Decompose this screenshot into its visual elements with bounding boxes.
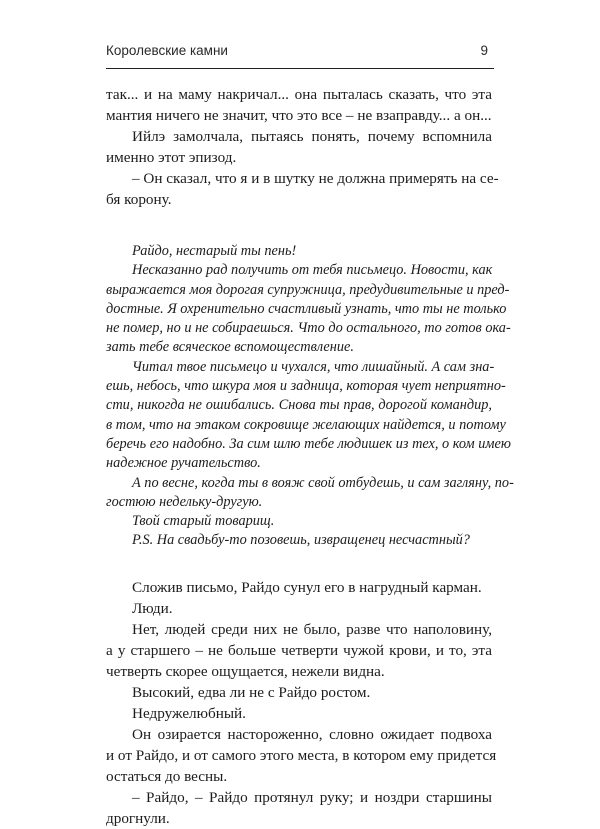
letter-postscript: P.S. На свадьбу-то позовешь, извращенец несчастный? bbox=[132, 532, 470, 549]
letter-line: выражается моя дорогая супружница, предудивительные и пред- bbox=[106, 281, 510, 298]
letter-line: Читал твое письмецо и чухался, что лишайный. А сам зна- bbox=[132, 358, 495, 375]
letter-line: надежное ручательство. bbox=[106, 455, 261, 472]
running-header bbox=[106, 43, 490, 63]
text-line: остаться до весны. bbox=[106, 767, 228, 785]
text-line: бя корону. bbox=[106, 191, 172, 208]
letter-block bbox=[106, 242, 514, 551]
text-line: Он озирается настороженно, словно ожидает подвоха bbox=[132, 725, 492, 743]
section-gap bbox=[106, 551, 492, 577]
text-line: – Он сказал, что я и в шутку не должна примерять на се- bbox=[132, 170, 499, 187]
letter-line: гостюю недельку-другую. bbox=[106, 493, 263, 510]
text-line: и от Райдо, и от самого этого места, в котором ему придется bbox=[106, 746, 497, 764]
header-rule bbox=[106, 68, 494, 69]
section-gap bbox=[106, 210, 492, 242]
text-line: так... и на маму накричал... она пыталась сказать, что эта bbox=[106, 86, 492, 103]
page-body bbox=[106, 84, 514, 829]
text-line: Недружелюбный. bbox=[132, 704, 246, 722]
page-number: 9 bbox=[480, 43, 488, 58]
text-line: четверть скорее ощущается, нежели видна. bbox=[106, 662, 385, 680]
letter-line: беречь его надобно. За сим шлю тебе людишек из тех, о ком имею bbox=[106, 435, 511, 452]
text-line: а у старшего – не больше четверти чужой крови, и то, эта bbox=[106, 641, 492, 659]
text-line: Сложив письмо, Райдо сунул его в нагрудный карман. bbox=[132, 578, 482, 596]
text-line: мантия ничего не значит, что это все – не взаправду... а он... bbox=[106, 107, 492, 124]
letter-line: не помер, но и не собираешься. Что до остального, то готов ока- bbox=[106, 320, 511, 337]
text-line: дрогнули. bbox=[106, 809, 170, 827]
book-title: Королевские камни bbox=[106, 43, 228, 58]
text-line: именно этот эпизод. bbox=[106, 149, 237, 166]
letter-line: Несказанно рад получить от тебя письмецо. Новости, как bbox=[132, 262, 493, 279]
letter-line: ешь, небось, что шкура моя и задница, которая чует неприятно- bbox=[106, 378, 506, 395]
letter-signature: Твой старый товарищ. bbox=[132, 513, 275, 530]
text-line: – Райдо, – Райдо протянул руку; и ноздри старшины bbox=[132, 788, 492, 806]
letter-salutation: Райдо, нестарый ты пень! bbox=[132, 243, 297, 259]
letter-line: достные. Я охренительно счастливый узнать, что ты не только bbox=[106, 300, 507, 317]
letter-line: в том, что на этаком сокровище желающих найдется, и потому bbox=[106, 416, 506, 433]
text-line: Люди. bbox=[132, 599, 173, 617]
letter-line: А по весне, когда ты в вояж свой отбудешь, и сам загляну, по- bbox=[132, 474, 514, 491]
text-line: Нет, людей среди них не было, разве что наполовину, bbox=[132, 620, 492, 638]
text-line: Ийлэ замолчала, пытаясь понять, почему вспомнила bbox=[132, 128, 492, 145]
text-line: Высокий, едва ли не с Райдо ростом. bbox=[132, 683, 371, 701]
letter-line: сти, никогда не ошибались. Снова ты прав, дорогой командир, bbox=[106, 397, 492, 414]
letter-line: зать тебе всяческое вспомоществление. bbox=[106, 339, 354, 356]
